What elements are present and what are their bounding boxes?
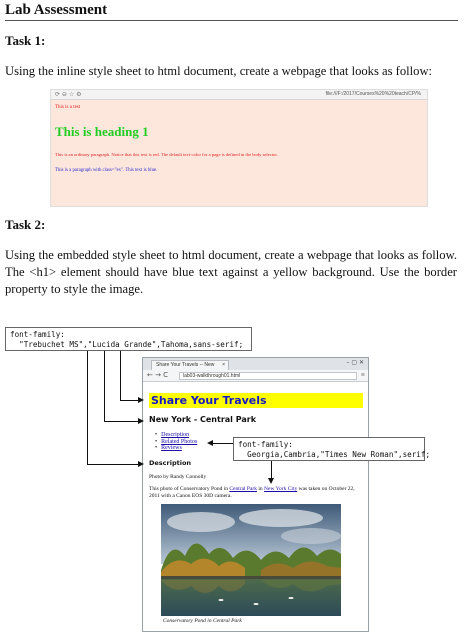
arrow-to-h2 — [138, 418, 144, 424]
central-park-link[interactable]: Central Park — [229, 486, 258, 492]
browser-nav-bar — [143, 370, 368, 382]
screenshot-url: file:///F:/2017/Courses%20%20teach/CP/% — [325, 91, 421, 97]
body-text: in — [257, 486, 265, 492]
nav-buttons-icon[interactable]: ← → C — [147, 371, 169, 379]
tab-close-icon[interactable]: × — [222, 362, 225, 368]
screenshot-heading: This is heading 1 — [55, 124, 149, 139]
task2-title: Task 2: — [5, 217, 46, 232]
browser-tab-bar — [143, 358, 368, 370]
screenshot-paragraph-blue: This is a paragraph with class="ex". This text is blue. — [55, 168, 158, 173]
browser-window — [142, 357, 369, 632]
link-list — [155, 432, 197, 452]
arrow-to-links — [207, 440, 213, 446]
new-york-city-link[interactable]: New York City — [264, 486, 298, 492]
task1-title: Task 1: — [5, 33, 46, 48]
body-text: This photo of Conservatory Pond in — [149, 486, 230, 492]
arrow-to-body-text — [268, 478, 274, 484]
address-bar[interactable] — [179, 372, 357, 380]
connector-line — [87, 351, 88, 465]
menu-icon[interactable]: ≡ — [361, 371, 365, 379]
screenshot-paragraph-red: This is an ordinary paragraph. Notice that this text is red. The default text-color for a page is defined in the body selector. — [55, 152, 278, 157]
connector-line — [212, 443, 233, 444]
connector-line — [87, 464, 139, 465]
link-reviews[interactable]: • Reviews — [155, 445, 197, 452]
page-h3: Description — [149, 459, 192, 467]
connector-line — [120, 400, 139, 401]
document-heading: Lab Assessment — [5, 2, 108, 18]
tab-title: Share Your Travels -- New — [156, 362, 215, 368]
toolbar-icons: ⟳ ⊖ ☆ ⚙ — [55, 91, 82, 98]
task1-screenshot — [50, 89, 428, 207]
connector-line — [120, 351, 121, 401]
window-controls-icon[interactable]: – ▢ ✕ — [346, 359, 364, 366]
link-related-photos[interactable]: • Related Photos — [155, 439, 197, 446]
conservatory-pond-photo — [161, 504, 341, 616]
photo-description — [149, 486, 363, 500]
font-family-callout-sans: font-family: "Trebuchet MS","Lucida Grande",Tahoma,sans-serif; — [5, 327, 252, 351]
screenshot-toolbar — [51, 90, 427, 100]
address-url: lab03-walkthrough01.html — [183, 373, 241, 379]
page-h1: Share Your Travels — [149, 393, 363, 408]
heading-divider — [5, 20, 458, 21]
font-family-callout-serif: font-family: Georgia,Cambria,"Times New Roman",serif; — [233, 437, 425, 461]
page-h2: New York - Central Park — [149, 415, 257, 424]
connector-line — [104, 421, 139, 422]
screenshot-small-text: This is a test — [55, 105, 81, 110]
photo-credit: Photo by Randy Connolly — [149, 474, 207, 480]
browser-tab[interactable] — [151, 360, 229, 370]
arrow-to-h1 — [138, 397, 144, 403]
photo-caption: Conservatory Pond in Central Park — [163, 618, 242, 624]
task1-description: Using the inline style sheet to html document, create a webpage that looks as follow: — [5, 64, 433, 78]
connector-line — [104, 351, 105, 422]
link-description[interactable]: • Description — [155, 432, 197, 439]
arrow-to-description — [138, 461, 144, 467]
body-text: was taken on October 22, 2011 with a Canon EOS 30D camera. — [149, 486, 355, 499]
task2-description: Using the embedded style sheet to html document, create a webpage that looks as follow. The <h1> element should have blue text against a yellow background. Use the border property to style the image. — [5, 248, 457, 296]
connector-line — [271, 461, 272, 479]
